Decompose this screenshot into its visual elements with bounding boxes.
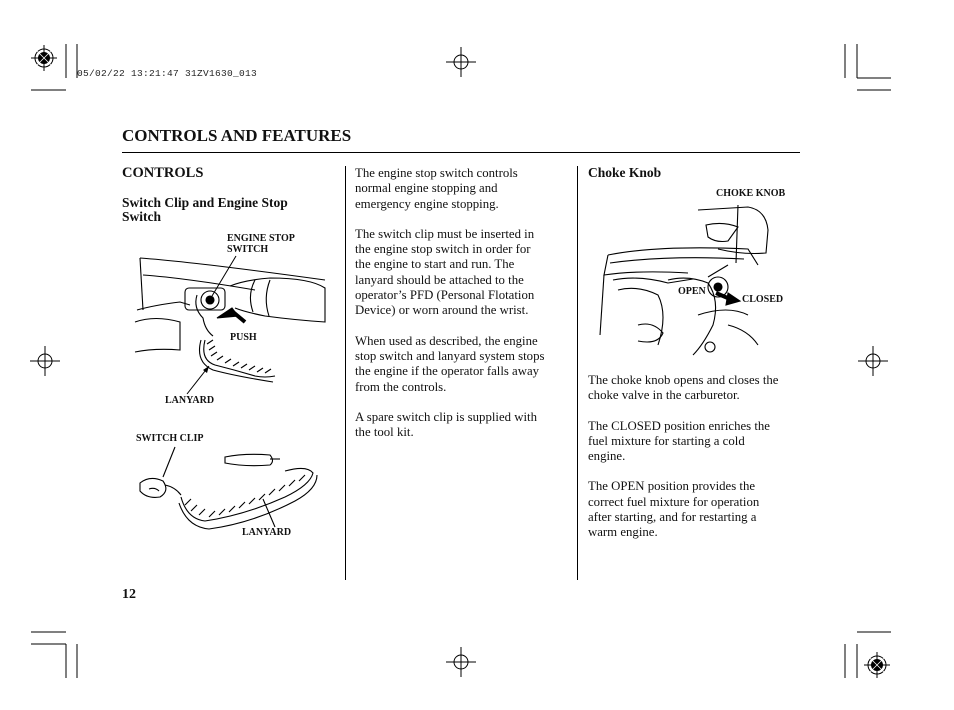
section-title: CONTROLS AND FEATURES bbox=[122, 126, 352, 145]
lanyard-label-2: LANYARD bbox=[242, 527, 292, 538]
text-line: The OPEN position provides the bbox=[588, 479, 756, 494]
paragraph bbox=[355, 166, 570, 212]
label-line: ENGINE STOP bbox=[227, 233, 295, 244]
text-line: the engine stop switch in order for bbox=[355, 242, 531, 257]
text-line: A spare switch clip is supplied with bbox=[355, 409, 537, 424]
label-line: SWITCH bbox=[227, 244, 269, 255]
switch-clip-label: SWITCH CLIP bbox=[136, 433, 204, 444]
text-line: emergency engine stopping. bbox=[355, 196, 499, 211]
open-label: OPEN bbox=[678, 286, 706, 297]
text-line: When used as described, the engine bbox=[355, 333, 538, 348]
paragraph bbox=[355, 334, 570, 395]
text-line: choke valve in the carburetor. bbox=[588, 388, 740, 403]
text-line: Device) or worn around the wrist. bbox=[355, 303, 529, 318]
text-line: The choke knob opens and closes the bbox=[588, 373, 779, 387]
closed-label: CLOSED bbox=[742, 294, 784, 305]
paragraph bbox=[355, 227, 570, 319]
header-rule bbox=[122, 152, 800, 153]
column-divider-1 bbox=[345, 166, 346, 580]
print-stamp: 05/02/22 13:21:47 31ZV1630_013 bbox=[77, 68, 258, 79]
crosshair-mark-right bbox=[858, 346, 888, 376]
text-line: The switch clip must be inserted in bbox=[355, 226, 535, 241]
page-number: 12 bbox=[122, 587, 136, 602]
text-line: the engine if the operator falls away bbox=[355, 364, 540, 379]
paragraph bbox=[588, 479, 803, 540]
text-line: The engine stop switch controls bbox=[355, 166, 518, 180]
push-label: PUSH bbox=[230, 332, 257, 343]
text-line: the engine to start and run. The bbox=[355, 257, 515, 272]
text-line: The CLOSED position enriches the bbox=[588, 418, 770, 433]
text-line: engine. bbox=[588, 449, 626, 464]
paragraph bbox=[588, 419, 803, 465]
crosshair-mark-left bbox=[30, 346, 60, 376]
text-line: after starting, and for restarting a bbox=[588, 510, 757, 525]
choke-knob-label: CHOKE KNOB bbox=[716, 188, 786, 199]
registration-target-top-left bbox=[29, 43, 59, 73]
choke-knob-heading: Choke Knob bbox=[588, 165, 662, 180]
text-line: operator’s PFD (Personal Flotation bbox=[355, 288, 535, 303]
switch-clip-subheading bbox=[122, 196, 288, 224]
paragraph bbox=[355, 410, 570, 441]
crosshair-mark-bottom bbox=[446, 647, 476, 677]
subheading-line: Switch Clip and Engine Stop bbox=[122, 195, 288, 210]
text-line: the tool kit. bbox=[355, 425, 414, 440]
registration-target-bottom-right bbox=[862, 650, 892, 680]
engine-stop-leader-line bbox=[206, 254, 266, 304]
column-divider-2 bbox=[577, 166, 578, 580]
text-line: fuel mixture for starting a cold bbox=[588, 433, 745, 448]
switch-clip-illustration bbox=[135, 445, 325, 535]
controls-heading: CONTROLS bbox=[122, 165, 204, 181]
choke-knob-illustration bbox=[598, 205, 798, 355]
text-line: correct fuel mixture for operation bbox=[588, 494, 760, 509]
crosshair-mark-top bbox=[446, 47, 476, 77]
text-line: stop switch and lanyard system stops bbox=[355, 348, 545, 363]
engine-stop-switch-label bbox=[227, 233, 295, 255]
text-line: warm engine. bbox=[588, 525, 658, 540]
text-line: normal engine stopping and bbox=[355, 181, 498, 196]
right-column-text bbox=[588, 373, 803, 541]
lanyard-leader-line-1 bbox=[185, 360, 225, 400]
text-line: lanyard should be attached to the bbox=[355, 272, 524, 287]
text-line: from the controls. bbox=[355, 379, 447, 394]
middle-column-text bbox=[355, 166, 570, 440]
lanyard-label-1: LANYARD bbox=[165, 395, 215, 406]
paragraph bbox=[588, 373, 803, 404]
subheading-line: Switch bbox=[122, 209, 162, 224]
